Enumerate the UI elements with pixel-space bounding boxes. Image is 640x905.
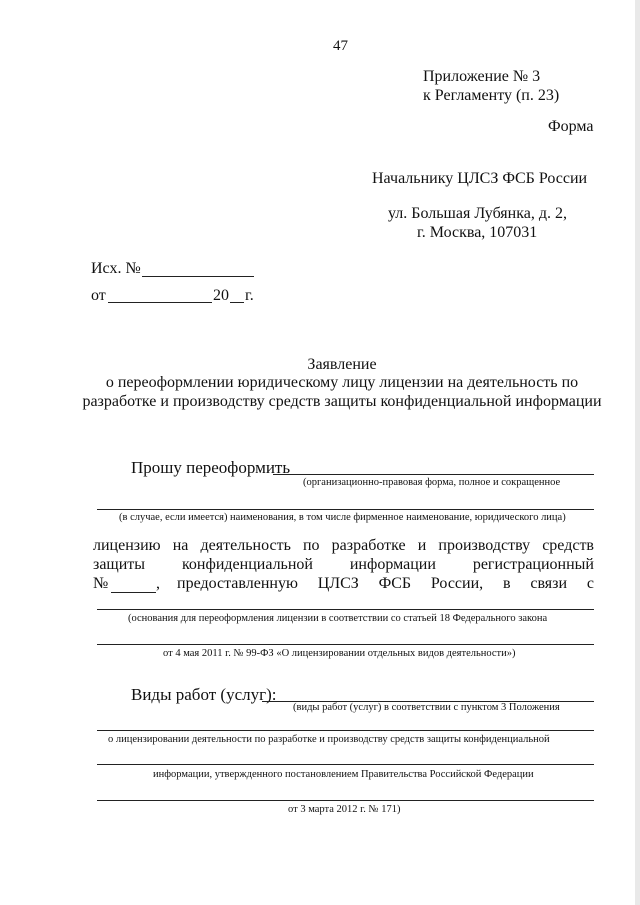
outgoing-number-field[interactable] (142, 276, 254, 277)
word: конфиденциальной (181, 556, 313, 573)
works-field-4[interactable] (97, 800, 594, 801)
word: регистрационный (472, 556, 594, 573)
word: разработке (331, 537, 406, 554)
word: защиты (93, 556, 146, 573)
organization-name-field-2[interactable] (97, 509, 594, 510)
word: ФСБ (378, 575, 412, 592)
outgoing-number-label: Исх. № (91, 260, 141, 277)
word: с (586, 575, 594, 592)
document-title: Заявление (307, 356, 377, 373)
license-text-row-3 (177, 575, 594, 593)
request-hint-1: (организационно-правовая форма, полное и сокращенное (303, 477, 561, 488)
addressee-line-1: Начальнику ЦЛСЗ ФСБ России (372, 170, 588, 187)
addressee-line-3: г. Москва, 107031 (417, 224, 538, 241)
word: и (417, 537, 427, 554)
grounds-hint-2: от 4 мая 2011 г. № 99-ФЗ «О лицензировании отдельных видов деятельности») (163, 648, 516, 659)
grounds-field[interactable] (97, 609, 594, 610)
word: на (172, 537, 189, 554)
annex-line-2: к Регламенту (п. 23) (423, 87, 560, 104)
form-label: Форма (548, 118, 594, 135)
word: производству (438, 537, 531, 554)
request-hint-2: (в случае, если имеется) наименования, в том числе фирменное наименование, юридического лица) (119, 512, 566, 523)
word: информации (349, 556, 436, 573)
word: в (502, 575, 511, 592)
comma: , (156, 575, 160, 592)
word: России, (430, 575, 484, 592)
annex-line-1: Приложение № 3 (423, 68, 541, 85)
word: предоставленную (177, 575, 298, 592)
scan-edge (635, 0, 640, 905)
license-text-row-1 (93, 537, 594, 555)
title-line-3: разработке и производству средств защиты конфиденциальной информации (82, 393, 602, 410)
year-label: 20 (213, 287, 229, 304)
page-number: 47 (333, 38, 348, 54)
license-text-row-2 (93, 556, 594, 574)
date-from-label: от (91, 287, 106, 304)
addressee-line-2: ул. Большая Лубянка, д. 2, (388, 205, 567, 222)
works-hint-1: (виды работ (услуг) в соответствии с пунктом 3 Положения (293, 702, 560, 713)
word: ЦЛСЗ (317, 575, 359, 592)
request-lead: Прошу переоформить (131, 458, 291, 477)
year-suffix: г. (245, 287, 254, 304)
works-hint-4: от 3 марта 2012 г. № 171) (288, 804, 401, 815)
registration-number-label: № (93, 575, 109, 592)
grounds-hint-1: (основания для переоформления лицензии в соответствии со статьей 18 Федерального закона (128, 613, 548, 624)
works-lead: Виды работ (услуг): (131, 685, 277, 704)
registration-number-field[interactable] (111, 592, 156, 593)
works-field-2[interactable] (97, 730, 594, 731)
works-hint-2: о лицензировании деятельности по разработке и производству средств защиты конфиденциальной (108, 734, 550, 745)
title-line-2: о переоформлении юридическому лицу лицензии на деятельность по (105, 374, 579, 391)
word: средств (542, 537, 594, 554)
word: лицензию (93, 537, 161, 554)
works-field-3[interactable] (97, 764, 594, 765)
word: деятельность (200, 537, 291, 554)
organization-name-field[interactable] (273, 474, 594, 475)
word: связи (530, 575, 568, 592)
date-field[interactable] (108, 302, 212, 303)
year-field[interactable] (230, 302, 244, 303)
word: по (302, 537, 320, 554)
grounds-field-2[interactable] (97, 644, 594, 645)
works-hint-3: информации, утвержденного постановлением Правительства Российской Федерации (153, 769, 534, 780)
